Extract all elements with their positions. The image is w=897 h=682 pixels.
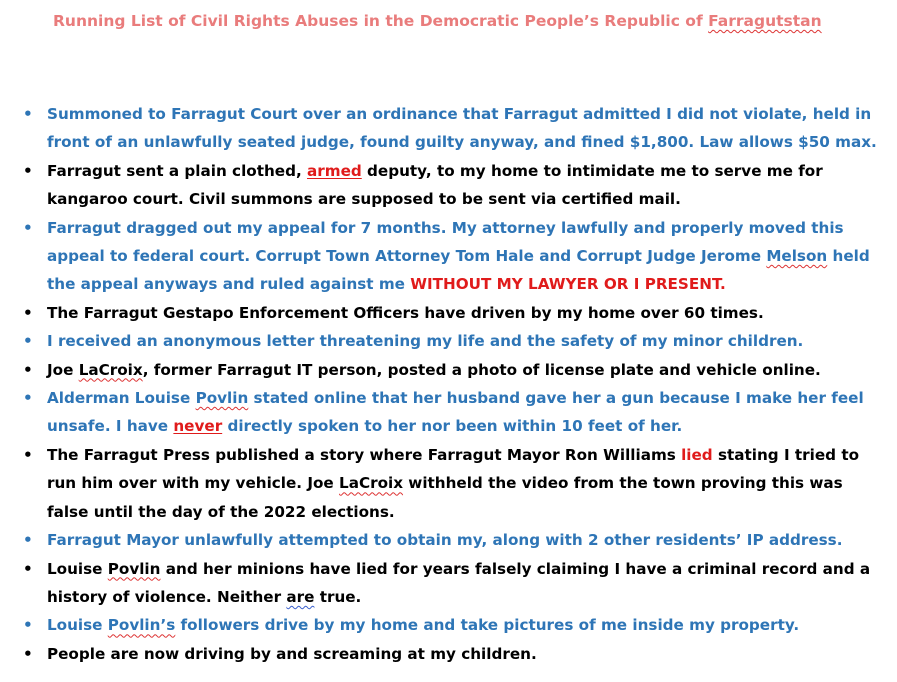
list-item-text: Farragut dragged out my appeal for 7 months. My attorney lawfully and properly moved this appeal to federal court. Corrupt Town Attorney Tom Hale and Corrupt Judge Jerome (47, 218, 844, 266)
list-item-text: stated online that her husband gave her a gun because I make her feel unsafe. I have (47, 389, 864, 436)
list-item-text: withheld the video from the town proving this was false until the day of the 2022 elections. (47, 474, 843, 521)
list-item-text: Alderman Louise (47, 389, 196, 408)
list-item-text: Farragut Mayor unlawfully attempted to obtain my, along with 2 other residents’ IP address. (47, 531, 843, 550)
list-item-text: Louise (47, 559, 108, 578)
bullet-icon: • (23, 531, 33, 550)
bullet-icon: • (23, 332, 33, 351)
list-item-text: deputy, to my home to intimidate me to serve me for kangaroo court. Civil summons are supposed to be sent via certified mail. (47, 161, 823, 209)
bullet-icon: • (23, 218, 33, 237)
list-item (18, 214, 888, 299)
list-item-text: Povlin (107, 559, 161, 578)
list-item (18, 299, 888, 327)
document-title (53, 12, 822, 30)
list-item-text: The Farragut Gestapo Enforcement Officers have driven by my home over 60 times. (47, 303, 764, 322)
list-item-text: Melson (766, 247, 828, 266)
bullet-icon: • (23, 105, 33, 123)
list-item-text: stating I tried to run him over with my vehicle. Joe (47, 445, 860, 493)
bullet-icon: • (23, 161, 33, 180)
list-item-text: directly spoken to her nor been within 10 feet of her. (222, 417, 683, 436)
list-item-text: are (286, 587, 315, 606)
list-item-text: Summoned to Farragut Court over an ordinance that Farragut admitted I did not violate, held in front of an unlawfully seated judge, found guilty anyway, and fined $1,800. Law allows $50 max. (47, 105, 877, 152)
list-item-text: WITHOUT MY LAWYER OR I PRESENT. (410, 275, 726, 294)
list-item-text: Louise (47, 616, 108, 635)
list-item-text: People are now driving by and screaming at my children. (47, 644, 537, 663)
list-item-text: I received an anonymous letter threatening my life and the safety of my minor children. (47, 332, 804, 351)
list-item-text: Povlin (195, 389, 249, 408)
bullet-icon: • (23, 644, 33, 663)
list-item-text: LaCroix (78, 360, 143, 379)
list-item-text: never (173, 417, 223, 436)
list-item (18, 526, 888, 554)
list-item-text: lied (681, 445, 713, 464)
title-country-name: Farragutstan (708, 12, 822, 30)
bullet-icon: • (23, 389, 33, 408)
list-item-text: true. (314, 587, 362, 606)
list-item-text: LaCroix (339, 474, 404, 493)
list-item (18, 441, 888, 526)
list-item-text: armed (307, 161, 362, 180)
bullet-icon: • (23, 559, 33, 578)
list-item (18, 356, 888, 384)
list-item-text: The Farragut Press published a story where Farragut Mayor Ron Williams (47, 445, 682, 464)
list-item-text: held the appeal anyways and ruled against me (47, 247, 870, 294)
bullet-icon: • (23, 303, 33, 322)
list-item (18, 555, 888, 612)
abuse-list (18, 100, 888, 668)
list-item (18, 157, 888, 214)
bullet-icon: • (23, 445, 33, 464)
bullet-icon: • (23, 616, 33, 635)
title-main-text: Running List of Civil Rights Abuses in the Democratic People’s Republic of (53, 12, 709, 30)
list-item (18, 327, 888, 355)
list-item (18, 640, 888, 668)
list-item (18, 611, 888, 639)
list-item-text: Povlin’s (107, 616, 176, 635)
list-item-text: Joe (47, 360, 79, 379)
list-item-text: and her minions have lied for years falsely claiming I have a criminal record and a history of violence. Neither (47, 559, 871, 606)
list-item-text: , former Farragut IT person, posted a photo of license plate and vehicle online. (142, 360, 821, 379)
list-item (18, 384, 888, 441)
list-item (18, 100, 888, 157)
list-item-text: Farragut sent a plain clothed, (47, 161, 308, 180)
bullet-icon: • (23, 360, 33, 379)
list-item-text: followers drive by my home and take pictures of me inside my property. (175, 616, 800, 635)
